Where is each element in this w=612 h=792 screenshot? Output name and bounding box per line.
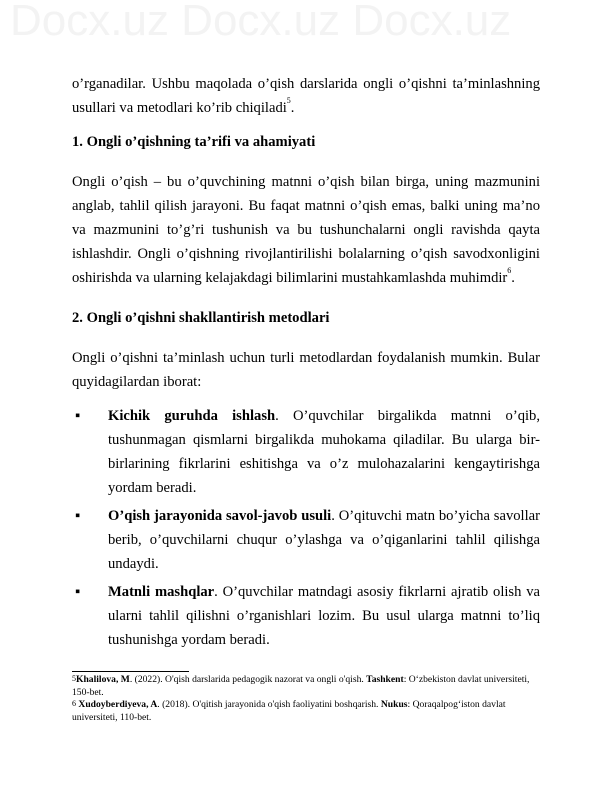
item-text: . O’qituvchi matn bo’yicha savollar berib, o’quvchilarni chuqur o’ylashga va o’qiganlarini tahlil qilishga undaydi. xyxy=(108,508,541,572)
footnote-author: Xudoyberdiyeva, A xyxy=(78,699,158,710)
item-text: . O’quvchilar birgalikda matnni o’qib, tushunmagan qismlarni birgalikda muhokama qiladilar. Bu ularga bir-birlarining fikrlarini eshitishga va o’z mulohazalarini kengaytirishga yordam beradi. xyxy=(108,408,540,496)
methods-list xyxy=(72,404,540,652)
item-title: Matnli mashqlar xyxy=(108,584,215,600)
footnote xyxy=(72,699,540,724)
section1-paragraph xyxy=(72,170,540,290)
footnote-title: . (2018). O'qitish jarayonida o'qish faoliyatini boshqarish. xyxy=(157,699,381,710)
section2-paragraph: Ongli o’qishni ta’minlash uchun turli metodlardan foydalanish mumkin. Bular quyidagilardan iborat: xyxy=(72,350,540,390)
item-title: Kichik guruhda ishlash xyxy=(108,408,276,424)
watermark: Docx.uz Docx.uz Docx.uz xyxy=(10,0,512,45)
intro-end: . xyxy=(290,100,295,116)
item-title: O’qish jarayonida savol-javob usuli xyxy=(108,508,332,524)
footnote-number: 6 xyxy=(72,699,76,708)
document-page xyxy=(72,72,540,652)
list-item xyxy=(72,404,540,500)
intro-text: o’rganadilar. Ushbu maqolada o’qish darslarida ongli o’qishni ta’minlashning usullari va metodlari ko’rib chiqiladi xyxy=(72,76,540,116)
bullet-icon: ▪ xyxy=(75,508,81,524)
section-heading-2: 2. Ongli o’qishni shakllantirish metodlari xyxy=(72,310,330,326)
footnote-ref[interactable]: 6 xyxy=(507,266,512,275)
section1-end: . xyxy=(511,270,515,286)
footnotes xyxy=(72,674,540,724)
footnote-city: Tashkent xyxy=(366,674,404,685)
footnote-number: 5 xyxy=(72,674,76,683)
list-item xyxy=(72,504,540,576)
footnote-publisher: : Qoraqalpog‘iston davlat universiteti, 110-bet. xyxy=(72,699,506,723)
footnote-separator xyxy=(72,671,189,672)
intro-paragraph xyxy=(72,72,540,120)
footnote xyxy=(72,674,540,699)
section1-text: Ongli o’qish – bu o’quvchining matnni o’qish bilan birga, uning mazmunini anglab, tahlil qilish jarayoni. Bu faqat matnni o’qish emas, balki uning ma’no va mazmunini to’g’ri tushunish va bu tushunchalarni ongli ravishda qayta ishlashdir. Ongli o’qishning rivojlantirilishi bolalarning o’qish savodxonligini oshirishda va ularning kelajakdagi bilimlarini mustahkamlashda muhimdir xyxy=(72,174,540,286)
footnote-city: Nukus xyxy=(380,699,408,710)
footnote-title: . (2022). O'qish darslarida pedagogik nazorat va ongli o'qish. xyxy=(129,674,367,685)
footnote-author: Khalilova, M xyxy=(76,674,130,685)
footnote-publisher: : O‘zbekiston davlat universiteti, 150-bet. xyxy=(72,674,530,698)
list-item xyxy=(72,580,540,652)
footnote-ref[interactable]: 5 xyxy=(286,96,291,105)
item-text: . O’quvchilar matndagi asosiy fikrlarni ajratib olish va ularni tahlil qilishni o’rganishlari lozim. Bu usul ularga matnni to’liq tushunishga yordam beradi. xyxy=(108,584,540,648)
bullet-icon: ▪ xyxy=(75,408,81,424)
section-heading-1: 1. Ongli o’qishning ta’rifi va ahamiyati xyxy=(72,134,316,150)
bullet-icon: ▪ xyxy=(75,584,81,600)
